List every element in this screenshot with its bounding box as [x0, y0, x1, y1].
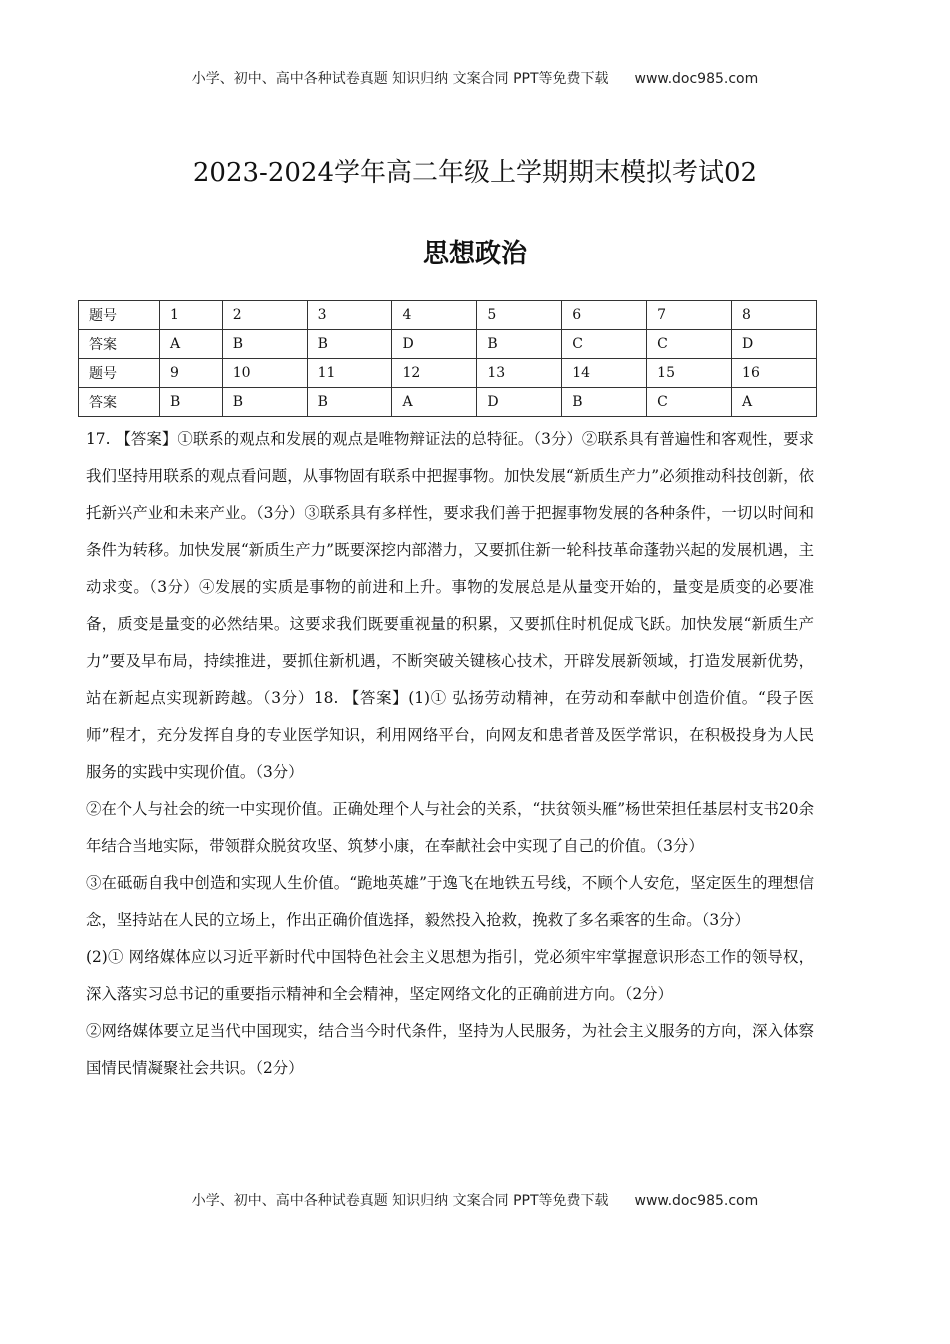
answer-content [86, 421, 814, 1087]
table-cell: 16 [732, 359, 817, 388]
table-cell: 10 [222, 359, 307, 388]
header-banner [0, 68, 950, 88]
paragraph-5: ②网络媒体要立足当代中国现实，结合当今时代条件，坚持为人民服务，为社会主义服务的方向，深入体察国情民情凝聚社会共识。（2分） [86, 1022, 814, 1077]
table-cell: 3 [307, 301, 392, 330]
footer-banner-text: 小学、初中、高中各种试卷真题 知识归纳 文案合同 PPT等免费下载 [191, 1193, 609, 1209]
table-row [79, 359, 817, 388]
table-cell: 13 [477, 359, 562, 388]
table-cell: B [307, 330, 392, 359]
paragraph-4: (2)① 网络媒体应以习近平新时代中国特色社会主义思想为指引，党必须牢牢掌握意识形态工作的领导权，深入落实习总书记的重要指示精神和全会精神，坚定网络文化的正确前进方向。（2分） [86, 948, 814, 1003]
footer-banner [0, 1190, 950, 1210]
table-cell: B [562, 388, 647, 417]
footer-banner-url[interactable]: www.doc985.com [634, 1193, 759, 1209]
table-cell: B [160, 388, 223, 417]
row-label: 题号 [79, 301, 160, 330]
table-cell: 8 [732, 301, 817, 330]
paragraph-3: ③在砥砺自我中创造和实现人生价值。“跪地英雄”于逸飞在地铁五号线，不顾个人安危，坚定医生的理想信念，坚持站在人民的立场上，作出正确价值选择，毅然投入抢救，挽救了多名乘客的生命。（3分） [86, 874, 814, 929]
table-cell: C [647, 388, 732, 417]
table-cell: B [307, 388, 392, 417]
table-cell: 9 [160, 359, 223, 388]
document-title: 2023-2024学年高二年级上学期期末模拟考试02 [192, 158, 758, 188]
paragraph-1: 17. 【答案】①联系的观点和发展的观点是唯物辩证法的总特征。（3分）②联系具有普遍性和客观性，要求我们坚持用联系的观点看问题，从事物固有联系中把握事物。加快发展“新质生产力”必须推动科技创新，依托新兴产业和未来产业。（3分）③联系具有多样性，要求我们善于把握事物发展的各种条件，一切以时间和条件为转移。加快发展“新质生产力”既要深挖内部潜力，又要抓住新一轮科技革命蓬勃兴起的发展机遇，主动求变。（3分）④发展的实质是事物的前进和上升。事物的发展总是从量变开始的，量变是质变的必要准备，质变是量变的必然结果。这要求我们既要重视量的积累，又要抓住时机促成飞跃。加快发展“新质生产力”要及早布局，持续推进，要抓住新机遇，不断突破关键核心技术，开辟发展新领域，打造发展新优势，站在新起点实现新跨越。（3分）18. 【答案】(1)① 弘扬劳动精神，在劳动和奉献中创造价值。“段子医师”程才，充分发挥自身的专业医学知识，利用网络平台，向网友和患者普及医学常识，在积极投身为人民服务的实践中实现价值。（3分） [86, 430, 814, 781]
table-cell: 4 [392, 301, 477, 330]
table-cell: 7 [647, 301, 732, 330]
table-cell: A [732, 388, 817, 417]
table-cell: 15 [647, 359, 732, 388]
table-cell: 2 [222, 301, 307, 330]
table-cell: D [477, 388, 562, 417]
table-row [79, 330, 817, 359]
table-cell: A [392, 388, 477, 417]
row-label: 答案 [79, 330, 160, 359]
table-cell: B [222, 330, 307, 359]
table-cell: B [477, 330, 562, 359]
table-row [79, 388, 817, 417]
table-cell: C [562, 330, 647, 359]
row-label: 题号 [79, 359, 160, 388]
table-cell: B [222, 388, 307, 417]
table-cell: 14 [562, 359, 647, 388]
paragraph-2: ②在个人与社会的统一中实现价值。正确处理个人与社会的关系，“扶贫领头雁”杨世荣担任基层村支书20余年结合当地实际，带领群众脱贫攻坚、筑梦小康，在奉献社会中实现了自己的价值。（3分） [86, 800, 814, 855]
table-cell: 6 [562, 301, 647, 330]
header-banner-url[interactable]: www.doc985.com [634, 71, 759, 87]
answer-table [78, 300, 817, 417]
table-cell: 5 [477, 301, 562, 330]
table-cell: 11 [307, 359, 392, 388]
row-label: 答案 [79, 388, 160, 417]
table-cell: 1 [160, 301, 223, 330]
table-cell: D [732, 330, 817, 359]
table-cell: C [647, 330, 732, 359]
document-subject: 思想政治 [422, 239, 527, 269]
table-cell: D [392, 330, 477, 359]
table-row [79, 301, 817, 330]
table-cell: 12 [392, 359, 477, 388]
table-cell: A [160, 330, 223, 359]
header-banner-text: 小学、初中、高中各种试卷真题 知识归纳 文案合同 PPT等免费下载 [191, 71, 609, 87]
